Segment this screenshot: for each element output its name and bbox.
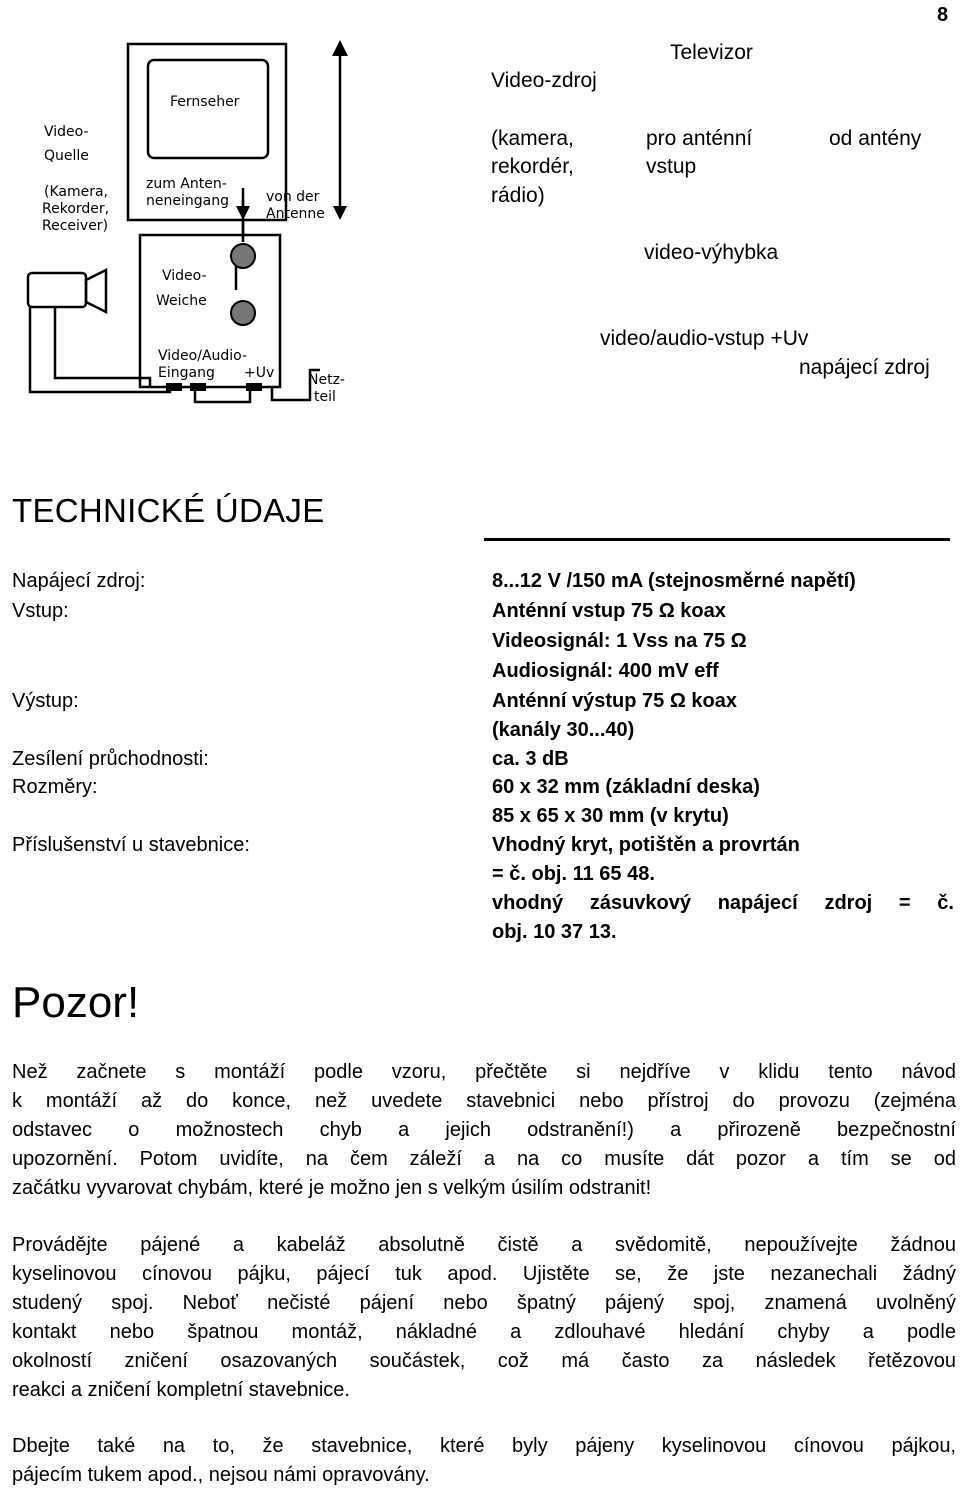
paragraph-line: reakci a zničení kompletní stavebnice.	[12, 1379, 350, 1401]
label-quelle-sub-2: Rekorder,	[42, 201, 110, 217]
paragraph-line: odstavec o možnostech chyb a jejich odstranění!) a přirozeně bezpečnostní	[12, 1119, 956, 1141]
spec-value: = č. obj. 11 65 48.	[492, 863, 655, 885]
label-video-weiche-1: Video-	[162, 268, 207, 284]
legend-rekorder: rekordér,	[491, 155, 574, 178]
label-netzteil-1: Netz-	[308, 372, 345, 388]
label-video-quelle-1: Video-	[44, 124, 89, 140]
camera-icon	[28, 273, 86, 307]
label-von-der-antenne-2: Antenne	[266, 206, 325, 222]
spec-label-rozmery: Rozměry:	[12, 776, 98, 798]
paragraph-1	[12, 1058, 956, 1203]
label-netzteil-2: teil	[314, 389, 336, 405]
spec-value: 60 x 32 mm (základní deska)	[492, 776, 760, 798]
section-title: TECHNICKÉ ÚDAJE	[12, 492, 325, 529]
spec-label-zesileni: Zesílení průchodnosti:	[12, 748, 209, 770]
spec-label-napajeci: Napájecí zdroj:	[12, 570, 146, 592]
label-zum-antenneneingang-1: zum Anten-	[146, 176, 227, 192]
legend-pro-antenni: pro anténní	[646, 127, 753, 150]
spec-value: (kanály 30...40)	[492, 719, 635, 741]
arrow-up-icon	[332, 40, 348, 56]
spec-value: Videosignál: 1 Vss na 75 Ω	[492, 630, 747, 652]
label-quelle-sub-1: (Kamera,	[44, 184, 109, 200]
label-video-audio-eingang-1: Video/Audio-	[158, 348, 248, 364]
spec-value: 85 x 65 x 30 mm (v krytu)	[492, 805, 729, 827]
spec-value: Anténní vstup 75 Ω koax	[492, 600, 726, 622]
arrow-down-icon	[236, 206, 250, 220]
spec-label-vystup: Výstup:	[12, 690, 79, 712]
label-video-quelle-2: Quelle	[44, 148, 89, 164]
spec-value: Vhodný kryt, potištěn a provrtán	[492, 834, 800, 856]
paragraph-line: pájecím tukem apod., nejsou námi opravovány.	[12, 1464, 430, 1486]
label-video-audio-eingang-3: +Uv	[244, 365, 275, 381]
paragraph-3	[12, 1432, 956, 1490]
page-number: 8	[937, 4, 949, 26]
paragraph-line: upozornění. Potom uvidíte, na čem záleží a na co musíte dát pozor a tím se od	[12, 1148, 956, 1170]
legend-televizor: Televizor	[670, 41, 753, 64]
paragraph-line: Provádějte pájené a kabeláž absolutně čistě a svědomitě, nepoužívejte žádnou	[12, 1234, 956, 1256]
paragraph-line: kontakt nebo špatnou montáž, nákladné a zdlouhavé hledání chyby a podle	[12, 1321, 956, 1343]
label-fernseher: Fernseher	[170, 94, 240, 110]
warning-title: Pozor!	[12, 978, 140, 1027]
label-video-audio-eingang-2: Eingang	[158, 365, 215, 381]
label-von-der-antenne-1: von der	[266, 189, 320, 205]
spec-value: Audiosignál: 400 mV eff	[492, 660, 719, 682]
connector-antenna	[231, 244, 255, 268]
paragraph-line: Dbejte také na to, že stavebnice, které byly pájeny kyselinovou cínovou pájkou,	[12, 1435, 956, 1457]
legend-vstup: vstup	[646, 155, 697, 178]
wiring-diagram	[10, 30, 360, 430]
spec-label-prislusenstvi: Příslušenství u stavebnice:	[12, 834, 250, 856]
legend-video-vyhybka: video-výhybka	[644, 241, 779, 264]
legend-od-anteny: od antény	[829, 127, 922, 150]
paragraph-line: Než začnete s montáží podle vzoru, přečtěte si nejdříve v klidu tento návod	[12, 1061, 956, 1083]
paragraph-line: okolností zničení osazovaných součástek, což má často za následek řetězovou	[12, 1350, 956, 1372]
connector-plugs	[166, 383, 182, 391]
spec-value: 8...12 V /150 mA (stejnosměrné napětí)	[492, 570, 856, 592]
legend-video-audio-vstup: video/audio-vstup +Uv	[600, 327, 809, 350]
legend-napajeci-zdroj: napájecí zdroj	[799, 356, 930, 379]
label-zum-antenneneingang-2: neneingang	[146, 193, 229, 209]
label-quelle-sub-3: Receiver)	[42, 218, 109, 234]
paragraph-line: k montáží až do konce, než uvedete stavebnici nebo přístroj do provozu (zejména	[12, 1090, 956, 1112]
spec-value: Anténní výstup 75 Ω koax	[492, 690, 737, 712]
spec-value: vhodný zásuvkový napájecí zdroj = č.	[492, 892, 954, 914]
paragraph-2	[12, 1231, 956, 1405]
legend-kamera: (kamera,	[491, 127, 574, 150]
legend-radio: rádio)	[491, 184, 545, 207]
label-video-weiche-2: Weiche	[156, 293, 207, 309]
paragraph-line: studený spoj. Neboť nečisté pájení nebo špatný pájený spoj, znamená uvolněný	[12, 1292, 956, 1314]
legend-video-zdroj: Video-zdroj	[491, 69, 597, 92]
paragraph-line: kyselinovou cínovou pájku, pájecí tuk apod. Ujistěte se, že jste nezanechali žádný	[12, 1263, 956, 1285]
section-rule	[484, 538, 950, 541]
connector-output	[231, 301, 255, 325]
spec-label-vstup: Vstup:	[12, 600, 69, 622]
paragraph-line: začátku vyvarovat chybám, které je možno jen s velkým úsilím odstranit!	[12, 1177, 652, 1199]
spec-value: ca. 3 dB	[492, 748, 569, 770]
spec-value: obj. 10 37 13.	[492, 921, 617, 943]
arrow-down-icon-2	[333, 206, 347, 220]
